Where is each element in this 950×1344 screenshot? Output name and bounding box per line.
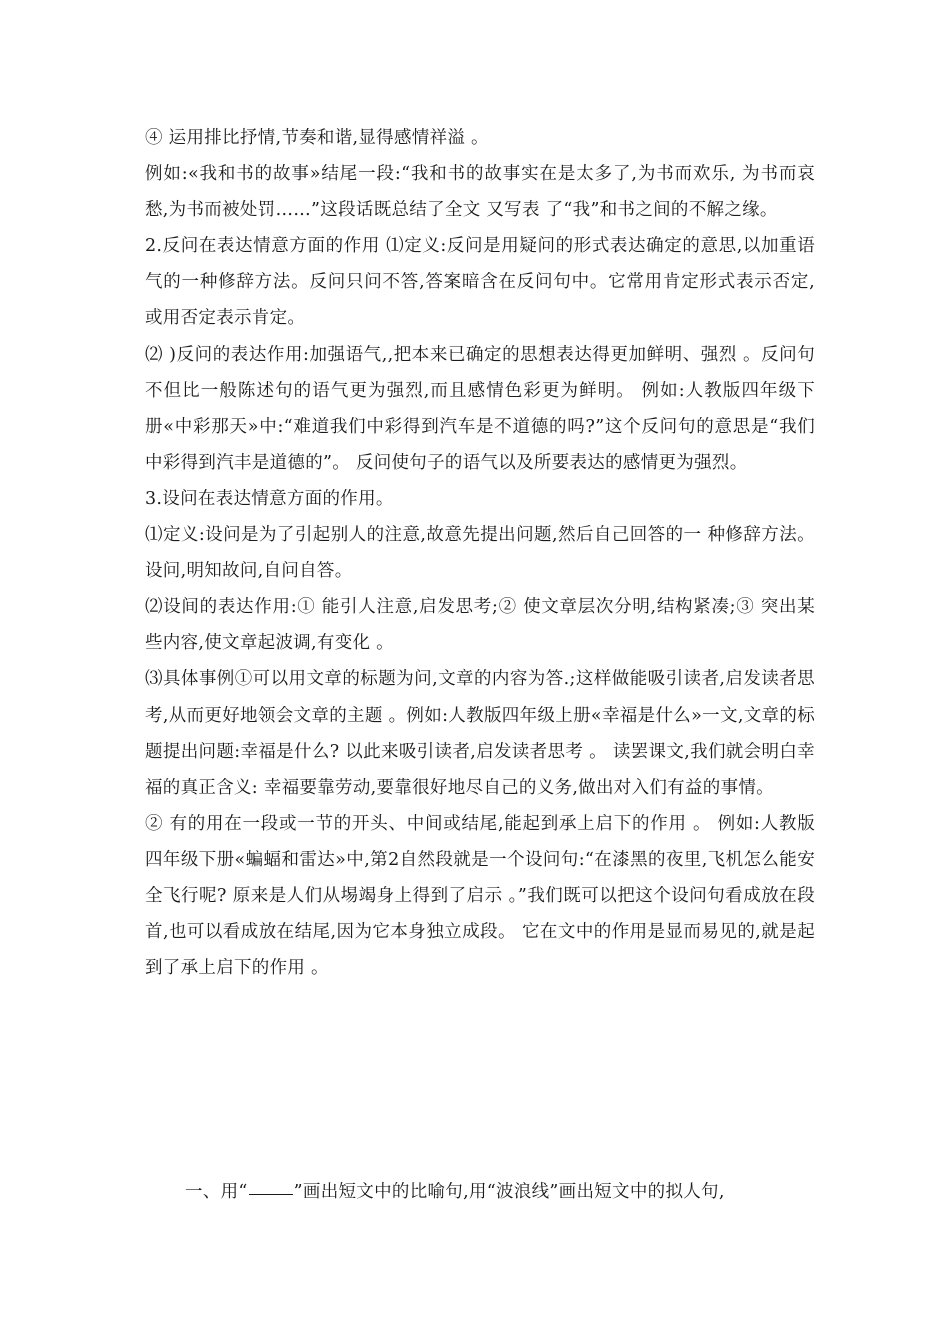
underline-blank — [249, 1193, 293, 1195]
exercise-instruction — [185, 1174, 825, 1210]
paragraph-hypophora-definition: ⑴定义:设问是为了引起别人的注意,故意先提出问题,然后自己回答的一 种修辞方法。 设问,明知故问,自问自答。 — [145, 525, 815, 582]
document-body — [145, 120, 815, 986]
paragraph-rhetorical-question-definition: 2.反问在表达情意方面的作用 ⑴定义:反问是用疑问的形式表达确定的意思,以加重语气的一种修辞方法。反问只问不答,答案暗含在反问句中。它常用肯定形式表示否定,或用否定表示肯定。 — [145, 236, 815, 329]
paragraph-parallelism-point: ④ 运用排比抒情,节奏和谐,显得感情祥溢 。 — [145, 128, 489, 148]
paragraph-hypophora-example-transition: ② 有的用在一段或一节的开头、中间或结尾,能起到承上启下的作用 。 例如:人教版四年级下册«蝙蝠和雷达»中,第2自然段就是一个设问句:“在漆黑的夜里,飞机怎么能安全飞行呢? 原来是人们从埸竭身上得到了启示 。”我们既可以把这个设问句看成放在段首,也可以看成放在结尾,因为它本身独立成段。 它在文中的作用是显而易见的,就是起到了承上启下的作用 。 — [145, 813, 815, 979]
paragraph-hypophora-example-title: ⑶具体事例①可以用文章的标题为问,文章的内容为答.;这样做能吸引读者,启发读者思考,从而更好地领会文章的主题 。例如:人教版四年级上册«幸福是什么»一文,文章的标题提出问题:幸福是什么? 以此来吸引读者,启发读者思考 。 读罢课文,我们就会明白幸福的真正含义: 幸福要靠劳动,要靠很好地尽自己的义务,做出对入们有益的事情。 — [145, 669, 815, 798]
paragraph-hypophora-heading: 3.设问在表达情意方面的作用。 — [145, 488, 394, 509]
paragraph-hypophora-effect: ⑵设间的表达作用:① 能引人注意,启发思考;② 使文章层次分明,结构紧凑;③ 突出某些内容,使文章起波调,有变化 。 — [145, 597, 815, 654]
paragraph-parallelism-example: 例如:«我和书的故事»结尾一段:“我和书的故事实在是太多了,为书而欢乐, 为书而哀愁,为书而被处罚……”这段话既总结了全文 又写表 了“我”和书之间的不解之缘。 — [145, 164, 815, 221]
exercise-text-after: ”画出短文中的比喻句,用“波浪线”画出短文中的拟人句, — [293, 1182, 725, 1202]
exercise-text-before: 一、用“ — [185, 1182, 248, 1202]
paragraph-rhetorical-question-effect: ⑵ )反问的表达作用:加强语气,,把本来已确定的思想表达得更加鲜明、强烈 。反问句不但比一般陈述句的语气更为强烈,而且感情色彩更为鲜明。 例如:人教版四年级下册«中彩那天»中:“难道我们中彩得到汽车是不道德的吗?”这个反问句的意思是“我们中彩得到汽丰是道德的”。 反问使句子的语气以及所要表达的感情更为强烈。 — [145, 344, 815, 473]
